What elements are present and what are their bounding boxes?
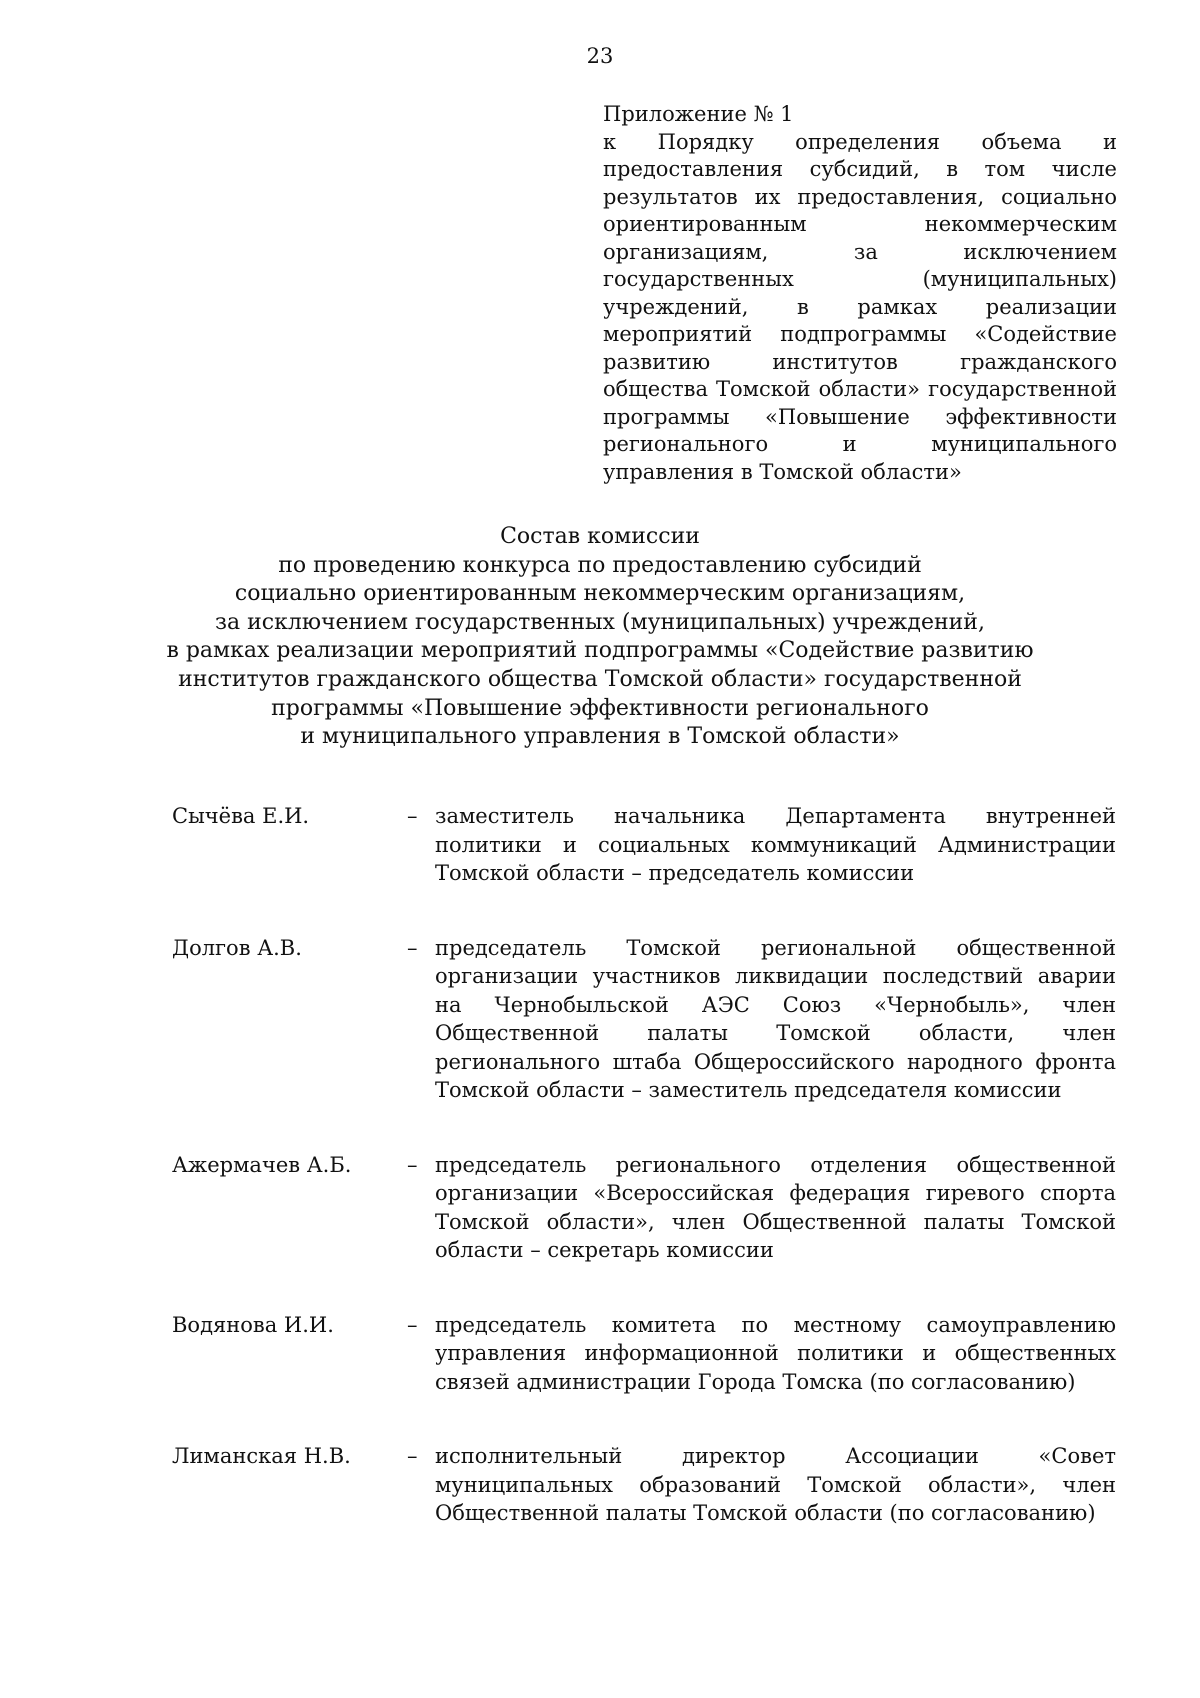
member-row xyxy=(172,1311,1116,1397)
title-line: по проведению конкурса по предоставлению субсидий xyxy=(278,552,922,578)
member-role: исполнительный директор Ассоциации «Совет муниципальных образований Томской области», член Общественной палаты Томской области (по согласованию) xyxy=(435,1444,1116,1525)
member-dash: – xyxy=(407,1444,418,1468)
appendix-title: Приложение № 1 xyxy=(603,102,794,126)
member-role: председатель регионального отделения общественной организации «Всероссийская федерация гиревого спорта Томской области», член Общественной палаты Томской области – секретарь комиссии xyxy=(435,1152,1116,1262)
member-name: Лиманская Н.В. xyxy=(172,1444,351,1468)
member-row xyxy=(172,802,1116,888)
member-dash: – xyxy=(407,1152,418,1177)
member-dash: – xyxy=(407,935,418,960)
member-row xyxy=(172,934,1116,1105)
member-name: Долгов А.В. xyxy=(172,935,302,960)
member-role: председатель комитета по местному самоуправлению управления информационной политики и общественных связей администрации Города Томска (по согласованию) xyxy=(435,1312,1116,1394)
appendix-body: к Порядку определения объема и предоставления субсидий, в том числе результатов их предоставления, социально ориентированным некоммерческим организациям, за исключением государственных (муниципальных) учреждений, в рамках реализации мероприятий подпрограммы «Содействие развитию институтов гражданского общества Томской области» государственной программы «Повышение эффективности регионального и муниципального управления в Томской области» xyxy=(603,129,1117,484)
member-name: Водянова И.И. xyxy=(172,1312,334,1337)
title-line: и муниципального управления в Томской области» xyxy=(300,724,900,750)
commission-title xyxy=(0,523,1200,752)
members-list xyxy=(172,802,1116,1528)
title-line: институтов гражданского общества Томской области» государственной xyxy=(178,666,1022,692)
member-dash: – xyxy=(407,804,418,828)
member-name: Сычёва Е.И. xyxy=(172,804,310,828)
title-line: программы «Повышение эффективности регионального xyxy=(271,695,929,721)
title-line: за исключением государственных (муниципальных) учреждений, xyxy=(215,609,985,635)
member-role: заместитель начальника Департамента внутренней политики и социальных коммуникаций Администрации Томской области – председатель комиссии xyxy=(435,804,1116,885)
title-line: в рамках реализации мероприятий подпрограммы «Содействие развитию xyxy=(166,638,1034,664)
title-line: Состав комиссии xyxy=(500,524,700,549)
member-role: председатель Томской региональной общественной организации участников ликвидации последствий аварии на Чернобыльской АЭС Союз «Чернобыль», член Общественной палаты Томской области, член регионального штаба Общероссийского народного фронта Томской области – заместитель председателя комиссии xyxy=(435,935,1116,1102)
appendix-block xyxy=(603,101,1117,486)
member-name: Ажермачев А.Б. xyxy=(172,1152,352,1177)
title-line: социально ориентированным некоммерческим организациям, xyxy=(234,581,966,607)
member-dash: – xyxy=(407,1312,418,1337)
page-number: 23 xyxy=(586,44,614,68)
member-row xyxy=(172,1151,1116,1265)
member-row xyxy=(172,1442,1116,1528)
